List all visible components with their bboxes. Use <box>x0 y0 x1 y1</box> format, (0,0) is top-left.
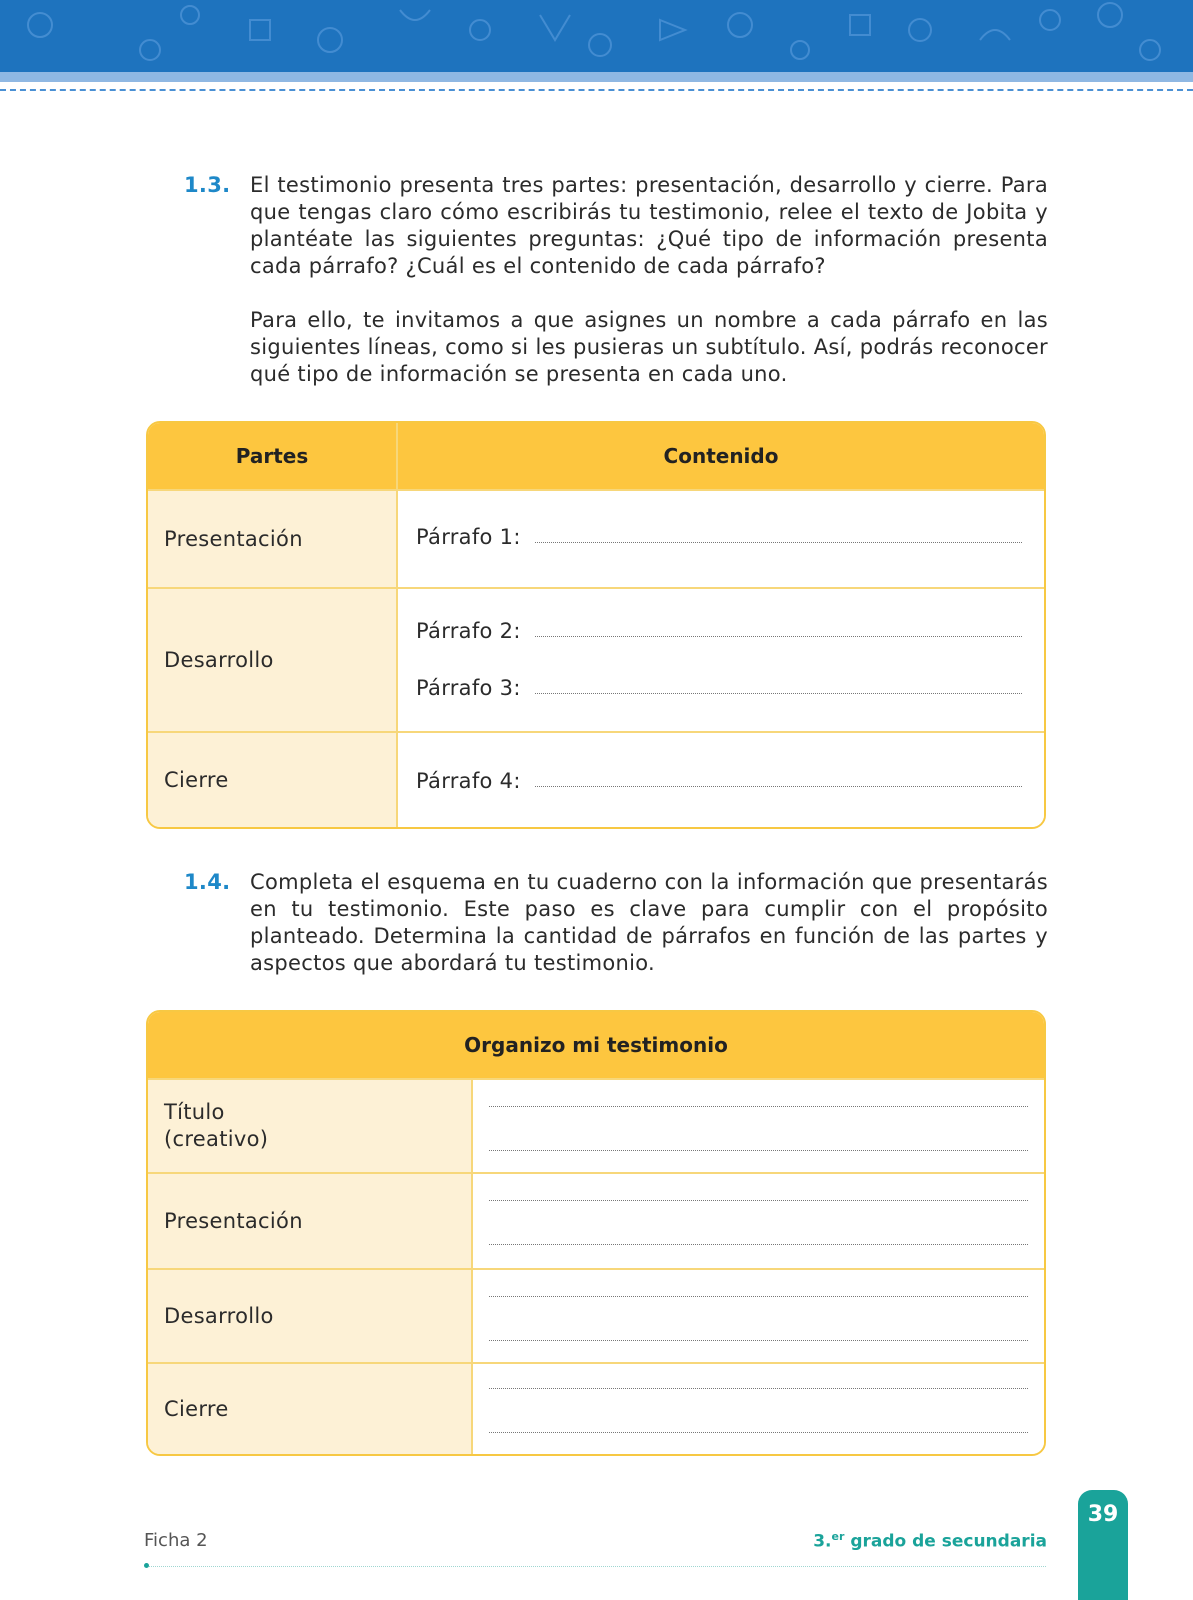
table-row <box>148 1078 1044 1172</box>
grade-text: grado de secundaria <box>844 1531 1047 1552</box>
doodle-pattern <box>0 0 1193 72</box>
part-label: Cierre <box>148 733 398 827</box>
table-row <box>148 587 1044 731</box>
write-line[interactable] <box>489 1432 1028 1433</box>
paragraph: Completa el esquema en tu cuaderno con la información que presentarás en tu testimonio. Este paso es clave para cumplir con el propósito planteado. Determina la cantidad de párrafos en función de las partes y aspectos que abordará tu testimonio. <box>250 870 1048 975</box>
paragraph-label: Párrafo 1: <box>416 525 521 549</box>
exercise-1-3 <box>184 172 1048 388</box>
write-cell[interactable] <box>473 1364 1044 1454</box>
exercise-number: 1.3. <box>184 173 231 197</box>
write-line[interactable] <box>489 1388 1028 1389</box>
content-cell <box>398 733 1044 827</box>
section-label: Título (creativo) <box>148 1080 473 1172</box>
write-cell[interactable] <box>473 1174 1044 1268</box>
section-label: Cierre <box>148 1364 473 1454</box>
paragraph-label: Párrafo 3: <box>416 676 521 700</box>
table-row <box>148 1268 1044 1362</box>
paragraph-line[interactable] <box>416 676 1022 700</box>
content-cell <box>398 589 1044 731</box>
footer-dot <box>144 1563 149 1568</box>
banner-stripe <box>0 72 1193 82</box>
write-line[interactable] <box>489 1340 1028 1341</box>
table-header-row <box>148 423 1044 489</box>
paragraph: Para ello, te invitamos a que asignes un nombre a cada párrafo en las siguientes líneas, como si les pusieras un subtítulo. Así, podrás reconocer qué tipo de información se presenta en cada uno. <box>250 308 1048 386</box>
exercise-body <box>250 869 1048 977</box>
header-banner <box>0 0 1193 72</box>
write-line[interactable] <box>535 693 1022 694</box>
table-header-row <box>148 1012 1044 1078</box>
content-cell <box>398 491 1044 587</box>
column-header-parts: Partes <box>148 423 398 489</box>
write-line[interactable] <box>535 786 1022 787</box>
grade-prefix: 3. <box>813 1531 832 1552</box>
page-number: 39 <box>1087 1502 1119 1527</box>
exercise-number: 1.4. <box>184 870 231 894</box>
column-header-content: Contenido <box>663 444 779 468</box>
paragraph: El testimonio presenta tres partes: presentación, desarrollo y cierre. Para que tengas claro cómo escribirás tu testimonio, relee el texto de Jobita y plantéate las siguientes preguntas: ¿Qué tipo de información presenta cada párrafo? ¿Cuál es el contenido de cada párrafo? <box>250 173 1048 278</box>
section-label: Presentación <box>148 1174 473 1268</box>
footer-worksheet-label: Ficha 2 <box>144 1530 208 1551</box>
paragraph-line[interactable] <box>416 525 1022 549</box>
paragraph-line[interactable] <box>416 769 1022 793</box>
parts-table <box>146 421 1046 829</box>
paragraph-line[interactable] <box>416 619 1022 643</box>
testimony-organizer-table <box>146 1010 1046 1456</box>
paragraph-label: Párrafo 4: <box>416 769 521 793</box>
footer-grade-label <box>813 1530 1047 1552</box>
write-cell[interactable] <box>473 1270 1044 1362</box>
organizer-title: Organizo mi testimonio <box>464 1033 728 1057</box>
exercise-body <box>250 172 1048 388</box>
write-line[interactable] <box>489 1200 1028 1201</box>
write-line[interactable] <box>535 542 1022 543</box>
table-row <box>148 731 1044 827</box>
header-divider <box>0 89 1193 91</box>
write-cell[interactable] <box>473 1080 1044 1172</box>
table-row <box>148 1362 1044 1454</box>
write-line[interactable] <box>489 1106 1028 1107</box>
write-line[interactable] <box>489 1244 1028 1245</box>
page-number-tab <box>1078 1490 1128 1600</box>
table-row <box>148 489 1044 587</box>
part-label: Desarrollo <box>148 589 398 731</box>
section-label: Desarrollo <box>148 1270 473 1362</box>
exercise-1-4 <box>184 869 1048 977</box>
write-line[interactable] <box>535 636 1022 637</box>
write-line[interactable] <box>489 1296 1028 1297</box>
paragraph-label: Párrafo 2: <box>416 619 521 643</box>
table-row <box>148 1172 1044 1268</box>
grade-superscript: er <box>831 1530 845 1543</box>
write-line[interactable] <box>489 1150 1028 1151</box>
footer-divider <box>146 1566 1046 1567</box>
part-label: Presentación <box>148 491 398 587</box>
